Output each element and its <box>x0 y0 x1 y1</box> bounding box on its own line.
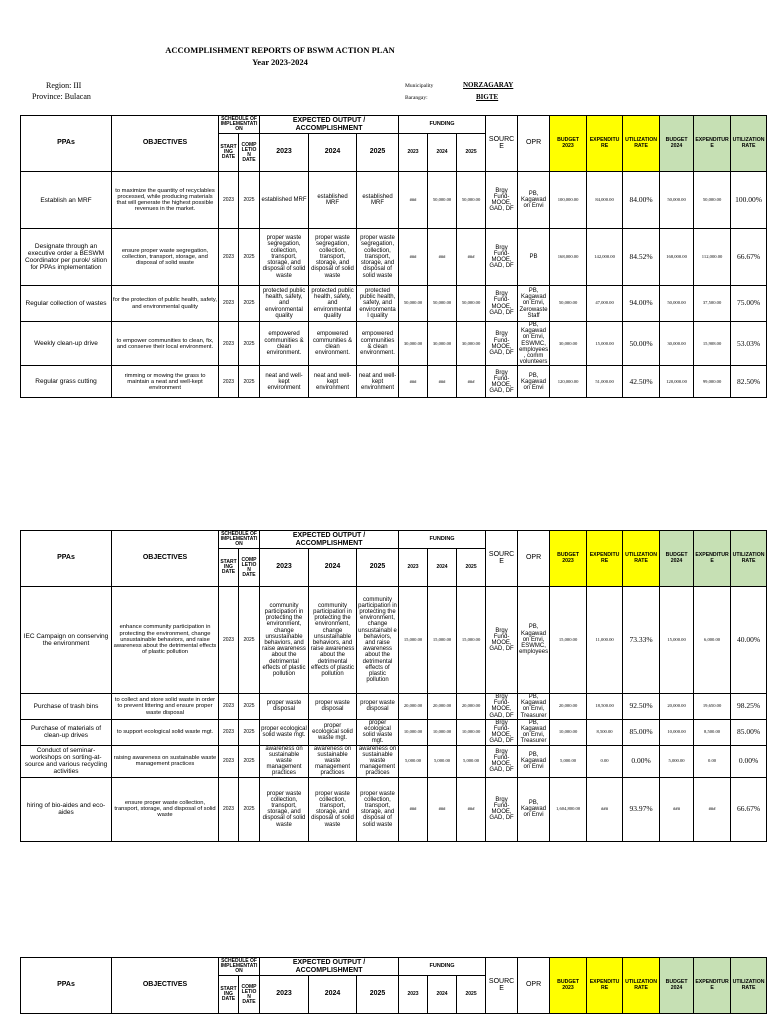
col-output-2025-header: 2025 <box>357 134 399 172</box>
budget-2024-cell: 50,000.00 <box>660 172 694 229</box>
ppa-cell: Weekly clean-up drive <box>21 322 112 366</box>
budget-2024-cell: 20,000.00 <box>660 694 694 720</box>
completion-date-cell: 2025 <box>239 286 260 322</box>
objective-cell: raising awareness on sustainable waste management practices <box>112 745 219 777</box>
funding-2023-cell: ### <box>399 229 428 286</box>
funding-2025-cell: 50,000.00 <box>457 286 486 322</box>
accomplishment-table-3 <box>20 957 767 1014</box>
completion-date-cell: 2025 <box>239 366 260 398</box>
utilization-2023-cell: 73.33% <box>623 587 660 694</box>
completion-date-cell: 2025 <box>239 694 260 720</box>
col-funding-2025-header: 2025 <box>457 976 486 1014</box>
output-2023-cell: protected public health, safety, and environmental quality <box>260 286 309 322</box>
funding-2024-cell: ### <box>428 777 457 841</box>
accomplishment-table-1 <box>20 115 767 398</box>
col-opr-header: OPR <box>518 958 550 1014</box>
expenditure-2023-cell: 0.00 <box>587 745 623 777</box>
col-output-2025-header: 2025 <box>357 549 399 587</box>
start-date-cell: 2023 <box>219 694 239 720</box>
table-row <box>21 745 767 777</box>
source-cell: Brgy Fund-MOOE, GAD, DF <box>486 777 518 841</box>
col-output-2023-header: 2023 <box>260 976 309 1014</box>
funding-2025-cell: 10,000.00 <box>457 719 486 745</box>
col-funding-2024-header: 2024 <box>428 976 457 1014</box>
municipality-value: NORZAGARAY <box>463 81 514 89</box>
start-date-cell: 2023 <box>219 172 239 229</box>
funding-2023-cell: 20,000.00 <box>399 694 428 720</box>
funding-2024-cell: 50,000.00 <box>428 172 457 229</box>
col-funding-2023-header: 2023 <box>399 976 428 1014</box>
utilization-2024-cell: 40.00% <box>731 587 767 694</box>
expenditure-2023-cell: 47,000.00 <box>587 286 623 322</box>
expenditure-2024-cell: 99,000.00 <box>694 366 731 398</box>
opr-cell: PB, Kagawad on Envi <box>518 366 550 398</box>
table-row <box>21 172 767 229</box>
output-2024-cell: proper waste segregation, collection, transport, storage, and disposal of solid waste <box>309 229 357 286</box>
col-funding-2025-header: 2025 <box>457 134 486 172</box>
funding-2025-cell: 30,000.00 <box>457 322 486 366</box>
ppa-cell: IEC Campaign on conserving the environment <box>21 587 112 694</box>
utilization-2024-cell: 66.67% <box>731 777 767 841</box>
completion-date-cell: 2025 <box>239 587 260 694</box>
budget-2023-cell: 100,000.00 <box>550 172 587 229</box>
col-opr-header: OPR <box>518 531 550 587</box>
output-2023-cell: empowered communities & clean environment. <box>260 322 309 366</box>
completion-date-cell: 2025 <box>239 719 260 745</box>
output-2023-cell: established MRF <box>260 172 309 229</box>
objective-cell: ensure proper waste segregation, collection, transport, storage, and disposal of solid waste <box>112 229 219 286</box>
source-cell: Brgy Fund-MOOE, GAD, DF <box>486 719 518 745</box>
col-funding-2023-header: 2023 <box>399 549 428 587</box>
col-expenditure-2023-header: EXPENDITURE <box>587 531 623 587</box>
col-ppas-header: PPAs <box>21 531 112 587</box>
source-cell: Brgy Fund-MOOE, GAD, DF <box>486 229 518 286</box>
output-2023-cell: proper waste disposal <box>260 694 309 720</box>
col-output-2023-header: 2023 <box>260 549 309 587</box>
output-2023-cell: proper waste collection, transport, storage, and disposal of solid waste <box>260 777 309 841</box>
expenditure-2023-cell: 15,000.00 <box>587 322 623 366</box>
col-completion-header: COMPLETION DATE <box>239 134 260 172</box>
output-2023-cell: proper ecological solid waste mgt. <box>260 719 309 745</box>
funding-2024-cell: 20,000.00 <box>428 694 457 720</box>
col-opr-header: OPR <box>518 116 550 172</box>
funding-2024-cell: 30,000.00 <box>428 322 457 366</box>
table-row <box>21 694 767 720</box>
utilization-2024-cell: 0.00% <box>731 745 767 777</box>
col-utilization-2024-header: UTILIZATION RATE <box>731 531 767 587</box>
col-objectives-header: OBJECTIVES <box>112 531 219 587</box>
completion-date-cell: 2025 <box>239 172 260 229</box>
col-source-header: SOURCE <box>486 531 518 587</box>
budget-2023-cell: 120,000.00 <box>550 366 587 398</box>
source-cell: Brgy Fund-MOOE, GAD, DF <box>486 172 518 229</box>
funding-2024-cell: 50,000.00 <box>428 286 457 322</box>
utilization-2024-cell: 53.03% <box>731 322 767 366</box>
expenditure-2024-cell: 6,000.00 <box>694 587 731 694</box>
col-budget-2024-header: BUDGET 2024 <box>660 531 694 587</box>
col-utilization-2024-header: UTILIZATION RATE <box>731 958 767 1014</box>
start-date-cell: 2023 <box>219 322 239 366</box>
start-date-cell: 2023 <box>219 229 239 286</box>
col-completion-header: COMPLETION DATE <box>239 549 260 587</box>
expenditure-2023-cell: 11,000.00 <box>587 587 623 694</box>
funding-2023-cell: 50,000.00 <box>399 286 428 322</box>
utilization-2024-cell: 85.00% <box>731 719 767 745</box>
budget-2024-cell: 120,000.00 <box>660 366 694 398</box>
budget-2023-cell: 15,000.00 <box>550 587 587 694</box>
objective-cell: for the protection of public health, safety, and environmental quality <box>112 286 219 322</box>
funding-2023-cell: 15,000.00 <box>399 587 428 694</box>
objective-cell: to support ecological solid waste mgt. <box>112 719 219 745</box>
expenditure-2024-cell: 37,500.00 <box>694 286 731 322</box>
start-date-cell: 2023 <box>219 366 239 398</box>
budget-2023-cell: 5,000.00 <box>550 745 587 777</box>
output-2023-cell: awareness on sustainable waste management practices <box>260 745 309 777</box>
output-2023-cell: community participation in protecting the environment, change unsustainable behaviors, and raise awareness about the detrimental effects of plastic pollution <box>260 587 309 694</box>
budget-2024-cell: 5,000.00 <box>660 745 694 777</box>
col-expenditure-2023-header: EXPENDITURE <box>587 116 623 172</box>
output-2025-cell: community participation in protecting the environment, change unsustainabl e behaviors, and raise awareness about the detrimental effects of plastic pollution <box>357 587 399 694</box>
output-2024-cell: empowered communities & clean environment. <box>309 322 357 366</box>
opr-cell: PB, Kagawad on Envi <box>518 745 550 777</box>
funding-2023-cell: ### <box>399 777 428 841</box>
col-budget-2023-header: BUDGET 2023 <box>550 958 587 1014</box>
funding-2023-cell: 5,000.00 <box>399 745 428 777</box>
col-expected-header: EXPECTED OUTPUT / ACCOMPLISHMENT <box>260 531 399 549</box>
col-ppas-header: PPAs <box>21 116 112 172</box>
output-2025-cell: proper waste disposal <box>357 694 399 720</box>
output-2025-cell: established MRF <box>357 172 399 229</box>
funding-2025-cell: 15,000.00 <box>457 587 486 694</box>
utilization-2023-cell: 84.52% <box>623 229 660 286</box>
start-date-cell: 2023 <box>219 587 239 694</box>
col-utilization-2024-header: UTILIZATION RATE <box>731 116 767 172</box>
completion-date-cell: 2025 <box>239 322 260 366</box>
expenditure-2024-cell: 15,908.00 <box>694 322 731 366</box>
municipality-label: Municipality <box>405 83 434 89</box>
opr-cell: PB, Kagawad on Envi <box>518 777 550 841</box>
budget-2023-cell: 50,000.00 <box>550 286 587 322</box>
ppa-cell: hiring of bio-aides and eco-aides <box>21 777 112 841</box>
budget-2024-cell: 30,000.00 <box>660 322 694 366</box>
source-cell: Brgy Fund-MOOE, GAD, DF <box>486 587 518 694</box>
budget-2023-cell: 1,604,800.00 <box>550 777 587 841</box>
col-budget-2024-header: BUDGET 2024 <box>660 116 694 172</box>
budget-2024-cell: ### <box>660 777 694 841</box>
funding-2023-cell: ### <box>399 366 428 398</box>
opr-cell: PB <box>518 229 550 286</box>
utilization-2023-cell: 0.00% <box>623 745 660 777</box>
budget-2024-cell: 10,000.00 <box>660 719 694 745</box>
col-ppas-header: PPAs <box>21 958 112 1014</box>
source-cell: Brgy Fund-MOOE, GAD, DF <box>486 366 518 398</box>
completion-date-cell: 2025 <box>239 777 260 841</box>
col-start-header: STARTING DATE <box>219 976 239 1014</box>
output-2024-cell: community participation in protecting the environment, change unsustainable behaviors, and raise awareness about the detrimental effects of plastic pollution <box>309 587 357 694</box>
col-budget-2024-header: BUDGET 2024 <box>660 958 694 1014</box>
objective-cell: to maximize the quantity of recyclables processed, while producing materials that will generate the highest possible revenues in the market. <box>112 172 219 229</box>
col-objectives-header: OBJECTIVES <box>112 116 219 172</box>
utilization-2024-cell: 98.25% <box>731 694 767 720</box>
output-2025-cell: proper ecological solid waste mgt. <box>357 719 399 745</box>
col-schedule-header: SCHEDULE OF IMPLEMENTATION <box>219 958 260 976</box>
col-objectives-header: OBJECTIVES <box>112 958 219 1014</box>
funding-2023-cell: ### <box>399 172 428 229</box>
col-funding-2024-header: 2024 <box>428 134 457 172</box>
col-schedule-header: SCHEDULE OF IMPLEMENTATION <box>219 531 260 549</box>
funding-2025-cell: ### <box>457 366 486 398</box>
report-subtitle: Year 2023-2024 <box>252 57 308 67</box>
col-funding-header: FUNDING <box>399 958 486 976</box>
budget-2023-cell: 10,000.00 <box>550 719 587 745</box>
col-funding-header: FUNDING <box>399 116 486 134</box>
output-2025-cell: proper waste segregation, collection, transport, storage, and disposal of solid waste <box>357 229 399 286</box>
output-2025-cell: neat and well-kept environment <box>357 366 399 398</box>
table-row <box>21 719 767 745</box>
table-row <box>21 286 767 322</box>
table-row <box>21 366 767 398</box>
ppa-cell: Regular grass cutting <box>21 366 112 398</box>
ppa-cell: Purchase of materials of clean-up drives <box>21 719 112 745</box>
utilization-2023-cell: 84.00% <box>623 172 660 229</box>
expenditure-2024-cell: 19,650.00 <box>694 694 731 720</box>
source-cell: Brgy Fund-MOOE, GAD, DF <box>486 286 518 322</box>
utilization-2023-cell: 50.00% <box>623 322 660 366</box>
ppa-cell: Conduct of seminar-workshops on sorting-at-source and various recycling activities <box>21 745 112 777</box>
funding-2025-cell: ### <box>457 777 486 841</box>
table-row <box>21 777 767 841</box>
col-expenditure-2024-header: EXPENDITURE <box>694 958 731 1014</box>
output-2024-cell: proper waste collection, transport, storage, and disposal of solid waste <box>309 777 357 841</box>
col-completion-header: COMPLETION DATE <box>239 976 260 1014</box>
funding-2024-cell: 10,000.00 <box>428 719 457 745</box>
output-2023-cell: neat and well-kept environment <box>260 366 309 398</box>
expenditure-2024-cell: 0.00 <box>694 745 731 777</box>
table-row <box>21 587 767 694</box>
expenditure-2023-cell: ### <box>587 777 623 841</box>
funding-2024-cell: 15,000.00 <box>428 587 457 694</box>
col-funding-header: FUNDING <box>399 531 486 549</box>
utilization-2024-cell: 82.50% <box>731 366 767 398</box>
col-schedule-header: SCHEDULE OF IMPLEMENTATION <box>219 116 260 134</box>
col-expected-header: EXPECTED OUTPUT / ACCOMPLISHMENT <box>260 116 399 134</box>
budget-2024-cell: 168,000.00 <box>660 229 694 286</box>
funding-2025-cell: ### <box>457 229 486 286</box>
col-funding-2024-header: 2024 <box>428 549 457 587</box>
start-date-cell: 2023 <box>219 745 239 777</box>
province-label: Province: Bulacan <box>32 92 91 101</box>
barangay-value: BIGTE <box>476 93 499 101</box>
col-utilization-2023-header: UTILIZATION RATE <box>623 116 660 172</box>
col-output-2023-header: 2023 <box>260 134 309 172</box>
funding-2025-cell: 50,000.00 <box>457 172 486 229</box>
completion-date-cell: 2025 <box>239 745 260 777</box>
output-2024-cell: proper ecological solid waste mgt. <box>309 719 357 745</box>
col-expected-header: EXPECTED OUTPUT / ACCOMPLISHMENT <box>260 958 399 976</box>
table-row <box>21 322 767 366</box>
funding-2023-cell: 30,000.00 <box>399 322 428 366</box>
source-cell: Brgy Fund-MOOE, GAD, DF <box>486 745 518 777</box>
col-source-header: SOURCE <box>486 958 518 1014</box>
funding-2024-cell: ### <box>428 229 457 286</box>
expenditure-2023-cell: 51,000.00 <box>587 366 623 398</box>
funding-2024-cell: ### <box>428 366 457 398</box>
opr-cell: PB, Kagawad on Envi, Treasurer <box>518 694 550 720</box>
ppa-cell: Regular collection of wastes <box>21 286 112 322</box>
source-cell: Brgy Fund-MOOE, GAD, DF <box>486 322 518 366</box>
col-expenditure-2024-header: EXPENDITURE <box>694 531 731 587</box>
col-budget-2023-header: BUDGET 2023 <box>550 531 587 587</box>
expenditure-2024-cell: ### <box>694 777 731 841</box>
col-start-header: STARTING DATE <box>219 134 239 172</box>
output-2024-cell: established MRF <box>309 172 357 229</box>
opr-cell: PB, Kagawad on Envi, Treasurer <box>518 719 550 745</box>
output-2024-cell: protected public health, safety, and environmental quality <box>309 286 357 322</box>
funding-2023-cell: 10,000.00 <box>399 719 428 745</box>
completion-date-cell: 2025 <box>239 229 260 286</box>
start-date-cell: 2023 <box>219 719 239 745</box>
col-output-2024-header: 2024 <box>309 549 357 587</box>
ppa-cell: Designate through an executive order a BESWM Coordinator per purok/ sition for PPAs implementation <box>21 229 112 286</box>
col-output-2024-header: 2024 <box>309 976 357 1014</box>
utilization-2023-cell: 42.50% <box>623 366 660 398</box>
objective-cell: rimming or mowing the grass to maintain a neat and well-kept environment <box>112 366 219 398</box>
opr-cell: PB, Kagawad on Envi, ESWMC, employees, comm volunteers <box>519 322 549 366</box>
opr-cell: PB, Kagawad on Envi, ESWMC, employees <box>518 587 550 694</box>
output-2024-cell: proper waste disposal <box>309 694 357 720</box>
source-cell: Brgy Fund-MOOE, GAD, DF <box>486 694 518 720</box>
col-source-header: SOURCE <box>486 116 518 172</box>
expenditure-2023-cell: 18,500.00 <box>587 694 623 720</box>
utilization-2023-cell: 92.50% <box>623 694 660 720</box>
report-title: ACCOMPLISHMENT REPORTS OF BSWM ACTION PLAN <box>165 45 395 55</box>
col-expenditure-2023-header: EXPENDITURE <box>587 958 623 1014</box>
objective-cell: to empower communities to clean, fix, and conserve their local environment. <box>112 322 219 366</box>
col-budget-2023-header: BUDGET 2023 <box>550 116 587 172</box>
output-2025-cell: awareness on sustainable waste management practices <box>357 745 399 777</box>
expenditure-2024-cell: 8,500.00 <box>694 719 731 745</box>
col-expenditure-2024-header: EXPENDITURE <box>694 116 731 172</box>
utilization-2024-cell: 75.00% <box>731 286 767 322</box>
funding-2024-cell: 5,000.00 <box>428 745 457 777</box>
barangay-label: Barangay: <box>405 95 428 101</box>
region-label: Region: III <box>46 81 82 90</box>
objective-cell: ensure proper waste collection, transport, storage, and disposal of solid waste <box>112 777 219 841</box>
col-funding-2025-header: 2025 <box>457 549 486 587</box>
utilization-2023-cell: 93.97% <box>623 777 660 841</box>
utilization-2023-cell: 85.00% <box>623 719 660 745</box>
col-output-2025-header: 2025 <box>357 976 399 1014</box>
expenditure-2023-cell: 84,000.00 <box>587 172 623 229</box>
output-2024-cell: awareness on sustainable waste management practices <box>309 745 357 777</box>
expenditure-2024-cell: 50,000.00 <box>694 172 731 229</box>
output-2025-cell: protected public health, safety, and environmenta l quality <box>357 286 399 322</box>
funding-2025-cell: 20,000.00 <box>457 694 486 720</box>
budget-2023-cell: 168,000.00 <box>550 229 587 286</box>
col-start-header: STARTING DATE <box>219 549 239 587</box>
output-2025-cell: proper waste collection, transport, storage, and disposal of solid waste <box>357 777 399 841</box>
expenditure-2023-cell: 8,500.00 <box>587 719 623 745</box>
col-utilization-2023-header: UTILIZATION RATE <box>623 958 660 1014</box>
accomplishment-table-2 <box>20 530 767 842</box>
budget-2023-cell: 20,000.00 <box>550 694 587 720</box>
utilization-2023-cell: 94.00% <box>623 286 660 322</box>
budget-2023-cell: 30,000.00 <box>550 322 587 366</box>
utilization-2024-cell: 100.00% <box>731 172 767 229</box>
funding-2025-cell: 5,000.00 <box>457 745 486 777</box>
expenditure-2024-cell: 112,000.00 <box>694 229 731 286</box>
col-utilization-2023-header: UTILIZATION RATE <box>623 531 660 587</box>
col-funding-2023-header: 2023 <box>399 134 428 172</box>
opr-cell: PB, Kagawad on Envi <box>518 172 550 229</box>
budget-2024-cell: 15,000.00 <box>660 587 694 694</box>
output-2023-cell: proper waste segregation, collection, transport, storage, and disposal of solid waste <box>260 229 309 286</box>
objective-cell: to collect and store solid waste in order to prevent littering and ensure proper waste disposal <box>112 694 219 720</box>
start-date-cell: 2023 <box>219 286 239 322</box>
ppa-cell: Establish an MRF <box>21 172 112 229</box>
utilization-2024-cell: 66.67% <box>731 229 767 286</box>
objective-cell: enhance community participation in protecting the environment, change unsustainable behaviors, and raise awareness about the detrimental effects of plastic pollution <box>112 587 219 694</box>
output-2024-cell: neat and well-kept environment <box>309 366 357 398</box>
opr-cell: PB, Kagawad on Envi, Zerowaste Staff <box>518 286 550 322</box>
start-date-cell: 2023 <box>219 777 239 841</box>
output-2025-cell: empowered communities & clean environment. <box>357 322 399 366</box>
expenditure-2023-cell: 142,000.00 <box>587 229 623 286</box>
ppa-cell: Purchase of trash bins <box>21 694 112 720</box>
table-row <box>21 229 767 286</box>
col-output-2024-header: 2024 <box>309 134 357 172</box>
budget-2024-cell: 50,000.00 <box>660 286 694 322</box>
